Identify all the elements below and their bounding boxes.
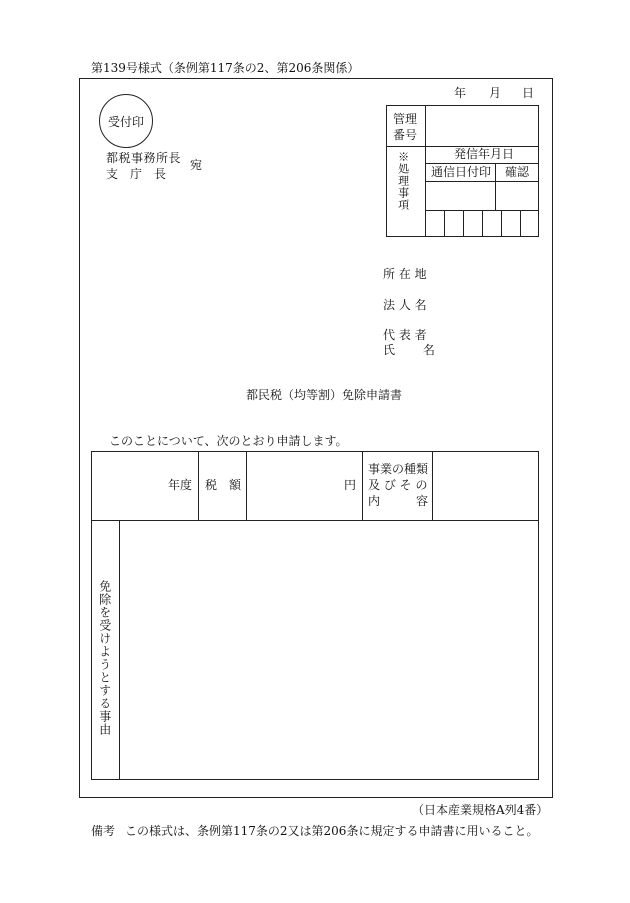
remarks-label: 備考 [91,824,116,838]
addressee-office-head: 都税事務所長 [106,151,182,165]
hasshin-label: 発信年月日 [454,147,515,161]
tsushin-label: 通信日付印 [431,165,492,179]
form-number: 第139号様式（条例第117条の2、第206条関係） [91,61,360,75]
date-year: 年 [454,86,467,100]
shori-jikou-label: ※処理事項 [396,151,410,211]
jigyou-label-3: 内 容 [368,494,429,508]
jis-standard: （日本産業規格A列4番） [412,803,549,817]
nendo-label: 年度 [168,478,193,492]
reception-stamp [99,94,153,148]
jigyou-label-2: 及 び そ の [368,478,428,492]
addressee-branch-head: 支 庁 長 [106,167,167,181]
date-month: 月 [489,86,502,100]
kakunin-label: 確認 [505,165,530,179]
reception-stamp-label: 受付印 [107,114,144,129]
yen-label: 円 [344,478,357,492]
location-label: 所 在 地 [383,267,427,281]
representative-name-label: 氏 名 [383,343,435,357]
jigyou-label-1: 事業の種類 [368,462,429,476]
reason-label: 免除を受けようとする事由 [97,580,112,736]
representative-label: 代 表 者 [383,328,427,342]
date-day: 日 [522,86,535,100]
remarks-text: この様式は、条例第117条の2又は第206条に規定する申請書に用いること。 [125,824,539,838]
application-table [91,451,539,780]
intro-text: このことについて、次のとおり申請します。 [109,434,348,448]
corp-name-label: 法 人 名 [383,298,427,312]
addressee-suffix: 宛 [190,158,203,172]
kanri-label-2: 番号 [393,128,418,142]
document-title: 都民税（均等割）免除申請書 [246,388,403,402]
zeigaku-label: 税 額 [205,478,242,492]
kanri-label-1: 管理 [393,112,418,126]
